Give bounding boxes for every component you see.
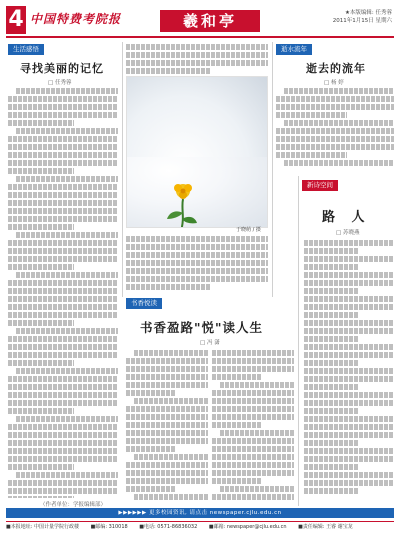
- article-body: [126, 236, 268, 294]
- article-body: [276, 176, 294, 296]
- newspaper-name: 中国特费考院报: [30, 12, 122, 26]
- poem-headline: 路 人: [322, 210, 371, 225]
- photo-caption: 于晓萌 / 摄: [236, 227, 261, 233]
- column-label: 生活感悟: [8, 44, 44, 55]
- section-title: 羲和亭: [160, 10, 260, 32]
- article-body: [126, 44, 268, 74]
- footer-email: ■邮箱: newspaper@cjlu.edu.cn: [208, 524, 287, 530]
- masthead: [6, 6, 394, 36]
- edition-date: 2011年1月15日 星期六: [332, 18, 392, 24]
- article-headline: 逝去的流年: [306, 62, 366, 75]
- column-divider: [272, 42, 273, 297]
- article-body: [276, 88, 394, 172]
- article-byline: □ 任秀蓉: [48, 80, 72, 86]
- article-body: [126, 350, 208, 504]
- footer-slogan: ▶▶▶▶▶▶ 更多校园资讯, 请点击 newspaper.cjlu.edu.cn: [6, 508, 394, 518]
- edition-info: [333, 9, 392, 25]
- column-label: 逝水流年: [276, 44, 312, 55]
- masthead-rule: [6, 36, 394, 38]
- column-label: 书香悦读: [126, 298, 162, 309]
- article-headline: 寻找美丽的记忆: [20, 62, 104, 75]
- column-divider: [122, 42, 123, 297]
- page-number: 4: [6, 6, 26, 34]
- footer-address: ■本报地址: 中国计量学院行政楼: [6, 524, 81, 530]
- article-byline: □ 冯 潇: [200, 340, 220, 346]
- poem-byline: □ 苏晓燕: [336, 230, 360, 236]
- snow-flower-photo: [126, 76, 268, 228]
- edition-editor: ★本版编辑: 任秀蓉: [344, 10, 392, 16]
- column-divider: [298, 176, 299, 506]
- flower-icon: [163, 179, 203, 228]
- article-body: [212, 350, 294, 504]
- footer-phone: ■电话: 0571-86836032: [139, 524, 198, 530]
- poem-body: [304, 240, 394, 502]
- article-signoff: （作者单位：学报编辑部）: [40, 502, 107, 508]
- article-headline: 书香盈路"悦"读人生: [140, 320, 264, 335]
- article-body: [8, 88, 118, 498]
- footer-postcode: ■邮编: 310018: [90, 524, 128, 530]
- footer-chief-editor: ■责任编辑: 王睿 谢宝龙: [298, 524, 353, 530]
- column-label: 新诗空间: [302, 180, 338, 191]
- article-byline: □ 杨 婷: [324, 80, 344, 86]
- footer-info: [6, 521, 394, 531]
